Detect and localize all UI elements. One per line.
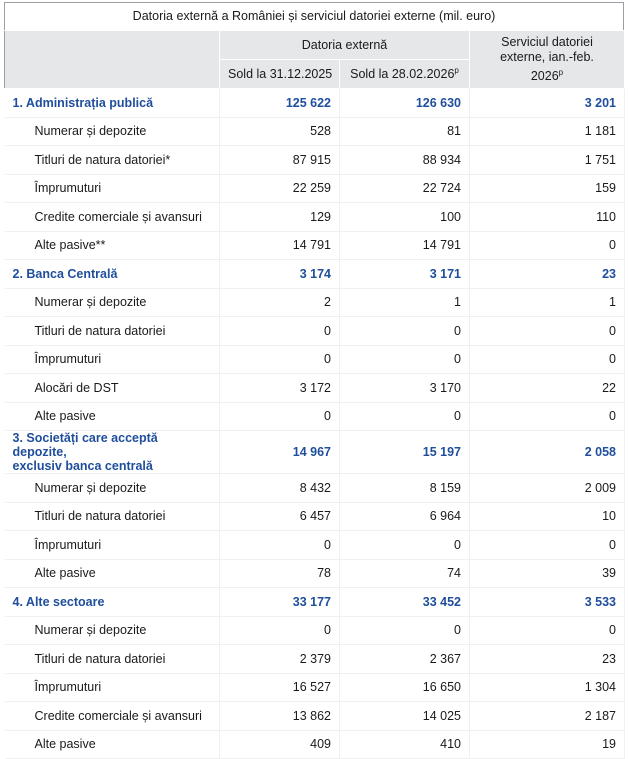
row-value: 0 — [220, 402, 340, 431]
header-debt-service-line2: externe, ian.-feb. — [500, 50, 594, 64]
table-row — [5, 374, 625, 403]
table-row — [5, 288, 625, 317]
section-value: 3 201 — [470, 89, 625, 118]
table-header — [5, 31, 625, 89]
section-label: 1. Administrația publică — [5, 89, 220, 118]
section-label-line2: exclusiv banca centrală — [12, 459, 153, 474]
table-body — [5, 89, 625, 759]
section-label — [5, 431, 220, 474]
section-label: 4. Alte sectoare — [5, 588, 220, 617]
row-value: 39 — [470, 559, 625, 588]
table-row — [5, 174, 625, 203]
header-debt-service-line3 — [478, 65, 616, 84]
header-sold-2025: Sold la 31.12.2025 — [220, 59, 340, 89]
row-value: 0 — [340, 616, 470, 645]
table-row — [5, 402, 625, 431]
row-label: Credite comerciale și avansuri — [5, 702, 220, 731]
section-value: 3 533 — [470, 588, 625, 617]
header-debt-service — [470, 31, 625, 89]
row-value: 78 — [220, 559, 340, 588]
row-value: 6 964 — [340, 502, 470, 531]
row-label: Numerar și depozite — [5, 117, 220, 146]
row-value: 0 — [340, 402, 470, 431]
row-label: Împrumuturi — [5, 174, 220, 203]
header-debt-service-sup: p — [558, 68, 564, 77]
row-value: 129 — [220, 203, 340, 232]
row-value: 2 — [220, 288, 340, 317]
row-label: Alocări de DST — [5, 374, 220, 403]
row-value: 13 862 — [220, 702, 340, 731]
row-value: 2 187 — [470, 702, 625, 731]
section-row — [5, 588, 625, 617]
section-value: 15 197 — [340, 431, 470, 474]
section-value: 126 630 — [340, 89, 470, 118]
table-row — [5, 559, 625, 588]
row-value: 74 — [340, 559, 470, 588]
section-value: 3 174 — [220, 260, 340, 289]
section-label-line1: 3. Societăți care acceptă depozite, — [12, 431, 158, 460]
row-label: Titluri de natura datoriei — [5, 317, 220, 346]
row-value: 14 025 — [340, 702, 470, 731]
row-value: 0 — [340, 317, 470, 346]
row-value: 0 — [470, 317, 625, 346]
table-row — [5, 502, 625, 531]
row-label: Credite comerciale și avansuri — [5, 203, 220, 232]
table-title: Datoria externă a României și serviciul datoriei externe (mil. euro) — [4, 2, 624, 30]
row-label: Numerar și depozite — [5, 474, 220, 503]
row-label: Titluri de natura datoriei — [5, 645, 220, 674]
row-value: 0 — [220, 531, 340, 560]
row-value: 0 — [340, 345, 470, 374]
row-value: 16 650 — [340, 673, 470, 702]
table-row — [5, 345, 625, 374]
row-value: 3 170 — [340, 374, 470, 403]
row-label: Titluri de natura datoriei* — [5, 146, 220, 175]
table-row — [5, 231, 625, 260]
row-value: 0 — [470, 616, 625, 645]
external-debt-table — [4, 30, 625, 759]
table-row — [5, 317, 625, 346]
table-row — [5, 730, 625, 759]
row-value: 159 — [470, 174, 625, 203]
row-label: Numerar și depozite — [5, 288, 220, 317]
header-blank-cell — [5, 31, 220, 89]
row-value: 8 159 — [340, 474, 470, 503]
row-value: 0 — [220, 616, 340, 645]
row-value: 1 — [470, 288, 625, 317]
section-value: 33 452 — [340, 588, 470, 617]
header-debt-service-year: 2026 — [530, 69, 559, 84]
row-value: 88 934 — [340, 146, 470, 175]
row-value: 22 — [470, 374, 625, 403]
table-row — [5, 474, 625, 503]
row-value: 409 — [220, 730, 340, 759]
section-value: 125 622 — [220, 89, 340, 118]
row-value: 0 — [220, 345, 340, 374]
header-sold-2026-sup: p — [454, 66, 459, 76]
row-value: 0 — [220, 317, 340, 346]
row-value: 3 172 — [220, 374, 340, 403]
row-value: 81 — [340, 117, 470, 146]
table-row — [5, 702, 625, 731]
row-value: 0 — [470, 402, 625, 431]
section-row — [5, 89, 625, 118]
row-value: 14 791 — [220, 231, 340, 260]
section-value: 23 — [470, 260, 625, 289]
header-sold-2026 — [340, 59, 470, 89]
section-label: 2. Banca Centrală — [5, 260, 220, 289]
row-value: 1 — [340, 288, 470, 317]
row-value: 0 — [340, 531, 470, 560]
debt-table-container — [4, 2, 624, 759]
row-label: Titluri de natura datoriei — [5, 502, 220, 531]
row-value: 0 — [470, 531, 625, 560]
row-value: 2 009 — [470, 474, 625, 503]
table-row — [5, 673, 625, 702]
table-row — [5, 203, 625, 232]
header-sold-2026-text: Sold la 28.02.2026 — [350, 67, 455, 82]
row-value: 2 367 — [340, 645, 470, 674]
table-row — [5, 645, 625, 674]
row-value: 100 — [340, 203, 470, 232]
row-value: 8 432 — [220, 474, 340, 503]
section-value: 3 171 — [340, 260, 470, 289]
table-row — [5, 146, 625, 175]
table-row — [5, 616, 625, 645]
row-value: 10 — [470, 502, 625, 531]
table-row — [5, 531, 625, 560]
header-group-external-debt: Datoria externă — [220, 31, 470, 60]
row-value: 22 259 — [220, 174, 340, 203]
row-label: Alte pasive — [5, 730, 220, 759]
row-value: 110 — [470, 203, 625, 232]
row-label: Alte pasive — [5, 559, 220, 588]
section-value: 14 967 — [220, 431, 340, 474]
row-value: 1 181 — [470, 117, 625, 146]
row-value: 1 304 — [470, 673, 625, 702]
section-value: 33 177 — [220, 588, 340, 617]
row-value: 22 724 — [340, 174, 470, 203]
header-debt-service-line1: Serviciul datoriei — [501, 35, 593, 49]
row-value: 23 — [470, 645, 625, 674]
row-label: Numerar și depozite — [5, 616, 220, 645]
row-value: 528 — [220, 117, 340, 146]
row-value: 19 — [470, 730, 625, 759]
section-row — [5, 431, 625, 474]
section-value: 2 058 — [470, 431, 625, 474]
row-value: 14 791 — [340, 231, 470, 260]
row-value: 1 751 — [470, 146, 625, 175]
row-label: Alte pasive — [5, 402, 220, 431]
row-value: 16 527 — [220, 673, 340, 702]
row-value: 410 — [340, 730, 470, 759]
row-value: 6 457 — [220, 502, 340, 531]
row-value: 0 — [470, 231, 625, 260]
row-label: Împrumuturi — [5, 345, 220, 374]
table-row — [5, 117, 625, 146]
row-label: Alte pasive** — [5, 231, 220, 260]
row-value: 2 379 — [220, 645, 340, 674]
row-value: 87 915 — [220, 146, 340, 175]
row-label: Împrumuturi — [5, 531, 220, 560]
row-label: Împrumuturi — [5, 673, 220, 702]
row-value: 0 — [470, 345, 625, 374]
section-row — [5, 260, 625, 289]
